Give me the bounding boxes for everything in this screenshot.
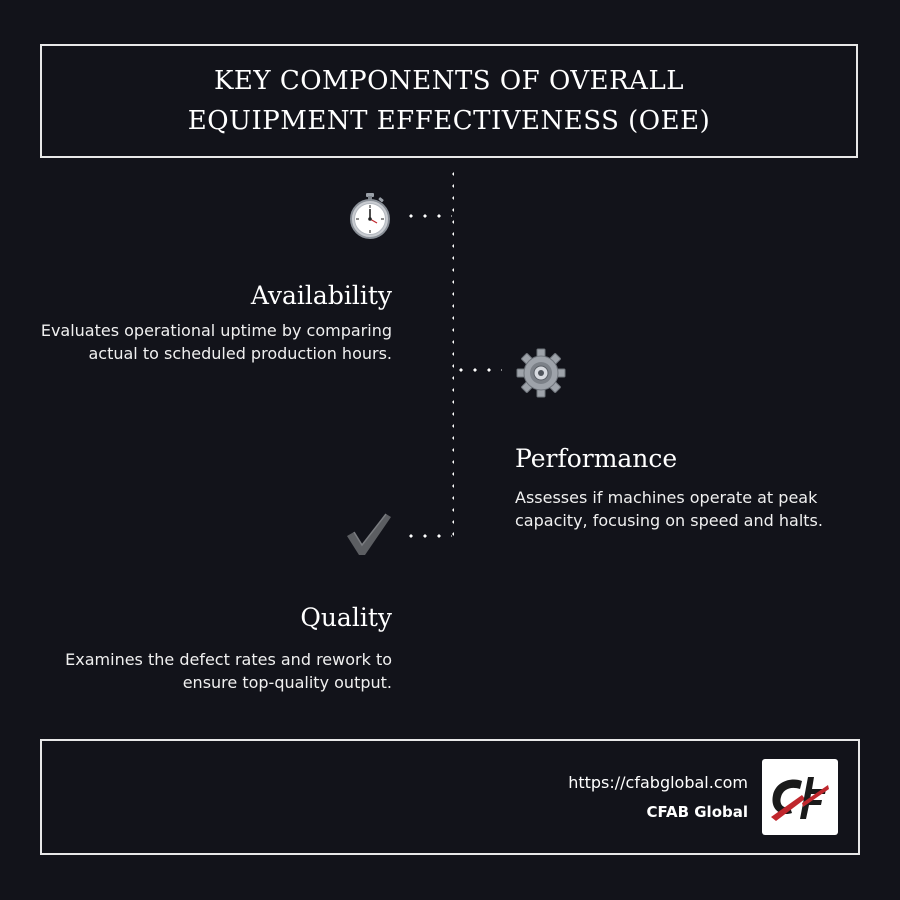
- performance-description: Assesses if machines operate at peak capacity, focusing on speed and halts.: [515, 488, 823, 530]
- title-box: [40, 44, 858, 158]
- performance-heading: Performance: [515, 444, 678, 473]
- connector-availability: [404, 214, 452, 218]
- website-link[interactable]: https://cfabglobal.com: [568, 773, 748, 792]
- connector-performance: [454, 368, 502, 372]
- availability-heading: Availability: [250, 281, 392, 310]
- timeline-dotted-line: [452, 168, 454, 540]
- quality-description: Examines the defect rates and rework to ensure top-quality output.: [65, 650, 392, 692]
- cfab-logo: [762, 759, 838, 835]
- brand-name: CFAB Global: [646, 803, 748, 821]
- quality-heading: Quality: [300, 603, 392, 632]
- connector-quality: [404, 534, 452, 538]
- footer-box: [40, 739, 860, 855]
- checkmark-icon: [344, 512, 392, 560]
- gear-icon: [516, 348, 564, 396]
- availability-description: Evaluates operational uptime by comparing actual to scheduled production hours.: [40, 321, 392, 363]
- page-title: KEY COMPONENTS OF OVERALL EQUIPMENT EFFECTIVENESS (OEE): [187, 66, 711, 136]
- stopwatch-icon: [346, 192, 394, 240]
